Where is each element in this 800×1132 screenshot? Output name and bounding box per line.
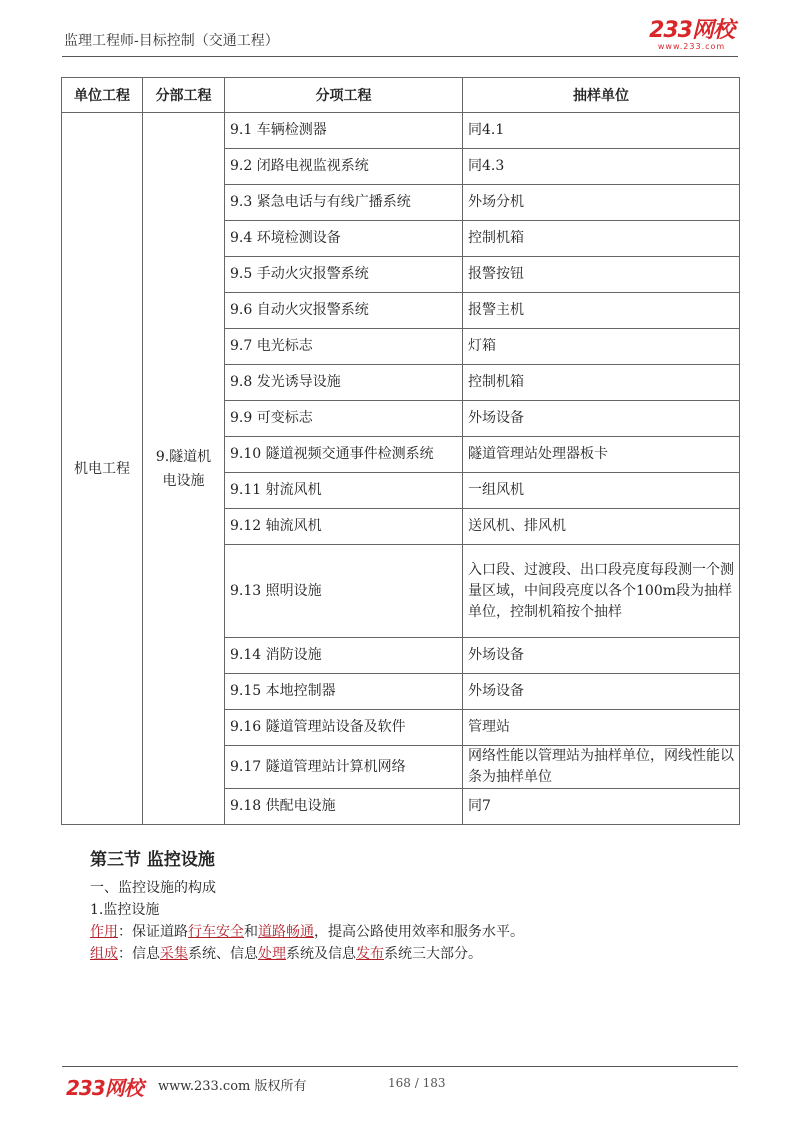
composition-text: 系统及信息 [286,946,356,962]
header-item-project: 分项工程 [225,78,463,113]
sampling-unit-cell: 入口段、过渡段、出口段亮度每段测一个测量区域，中间段亮度以各个100m段为抽样单位，控制机箱按个抽样 [463,545,740,638]
footer-divider [62,1066,738,1067]
purpose-text: 和 [244,924,258,940]
table-header-row [62,78,740,113]
composition-text: 系统、信息 [188,946,258,962]
sampling-unit-cell: 控制机箱 [463,365,740,401]
item-project-cell: 9.3 紧急电话与有线广播系统 [225,185,463,221]
sampling-unit-cell: 报警主机 [463,293,740,329]
item-project-cell: 9.2 闭路电视监视系统 [225,149,463,185]
sampling-unit-cell: 外场分机 [463,185,740,221]
item-project-cell: 9.8 发光诱导设施 [225,365,463,401]
sampling-unit-cell: 同4.3 [463,149,740,185]
item-project-cell: 9.10 隧道视频交通事件检测系统 [225,437,463,473]
document-header-title: 监理工程师-目标控制（交通工程） [64,33,279,49]
brand-logo [649,20,734,51]
purpose-text: ，提高公路使用效率和服务水平。 [314,924,524,940]
unit-project-cell: 机电工程 [62,113,143,825]
section-item: 1.监控设施 [90,902,160,918]
composition-paragraph [90,943,482,963]
header-divider [62,56,738,57]
keyword-collection: 采集 [160,946,188,962]
item-project-cell: 9.16 隧道管理站设备及软件 [225,710,463,746]
item-project-cell: 9.5 手动火灾报警系统 [225,257,463,293]
sampling-unit-cell: 送风机、排风机 [463,509,740,545]
purpose-text: ：保证道路 [118,924,188,940]
item-project-cell: 9.9 可变标志 [225,401,463,437]
purpose-label: 作用 [90,924,118,940]
sampling-unit-cell: 管理站 [463,710,740,746]
sampling-unit-cell: 报警按钮 [463,257,740,293]
item-project-cell: 9.13 照明设施 [225,545,463,638]
item-project-cell: 9.12 轴流风机 [225,509,463,545]
item-project-cell: 9.14 消防设施 [225,638,463,674]
brand-logo-text: 233网校 [649,18,734,43]
brand-logo-url: www.233.com [657,42,726,51]
sampling-unit-cell: 网络性能以管理站为抽样单位，网线性能以条为抽样单位 [463,746,740,789]
keyword-road-flow: 道路畅通 [258,924,314,940]
item-project-cell: 9.18 供配电设施 [225,789,463,825]
sampling-unit-cell: 灯箱 [463,329,740,365]
keyword-release: 发布 [356,946,384,962]
item-project-cell: 9.15 本地控制器 [225,674,463,710]
table-body [62,113,740,825]
composition-text: 系统三大部分。 [384,946,482,962]
header-division-project: 分部工程 [143,78,225,113]
item-project-cell: 9.17 隧道管理站计算机网络 [225,746,463,789]
sampling-unit-cell: 外场设备 [463,638,740,674]
composition-label: 组成 [90,946,118,962]
page-number: 168 / 183 [388,1076,446,1090]
inspection-table [61,77,740,825]
item-project-cell: 9.4 环境检测设备 [225,221,463,257]
keyword-driving-safety: 行车安全 [188,924,244,940]
footer-copyright: www.233.com 版权所有 [158,1079,307,1094]
section-subtitle: 一、监控设施的构成 [90,880,216,896]
item-project-cell: 9.6 自动火灾报警系统 [225,293,463,329]
header-sampling-unit: 抽样单位 [463,78,740,113]
composition-text: ：信息 [118,946,160,962]
footer-logo: 233网校 [66,1076,143,1100]
keyword-processing: 处理 [258,946,286,962]
division-project-cell: 9.隧道机电设施 [143,113,225,825]
sampling-unit-cell: 外场设备 [463,401,740,437]
sampling-unit-cell: 外场设备 [463,674,740,710]
table-row [62,113,740,149]
item-project-cell: 9.7 电光标志 [225,329,463,365]
sampling-unit-cell: 一组风机 [463,473,740,509]
sampling-unit-cell: 隧道管理站处理器板卡 [463,437,740,473]
sampling-unit-cell: 同7 [463,789,740,825]
section-title: 第三节 监控设施 [90,850,215,870]
purpose-paragraph [90,921,524,941]
item-project-cell: 9.11 射流风机 [225,473,463,509]
item-project-cell: 9.1 车辆检测器 [225,113,463,149]
sampling-unit-cell: 控制机箱 [463,221,740,257]
sampling-unit-cell: 同4.1 [463,113,740,149]
header-unit-project: 单位工程 [62,78,143,113]
